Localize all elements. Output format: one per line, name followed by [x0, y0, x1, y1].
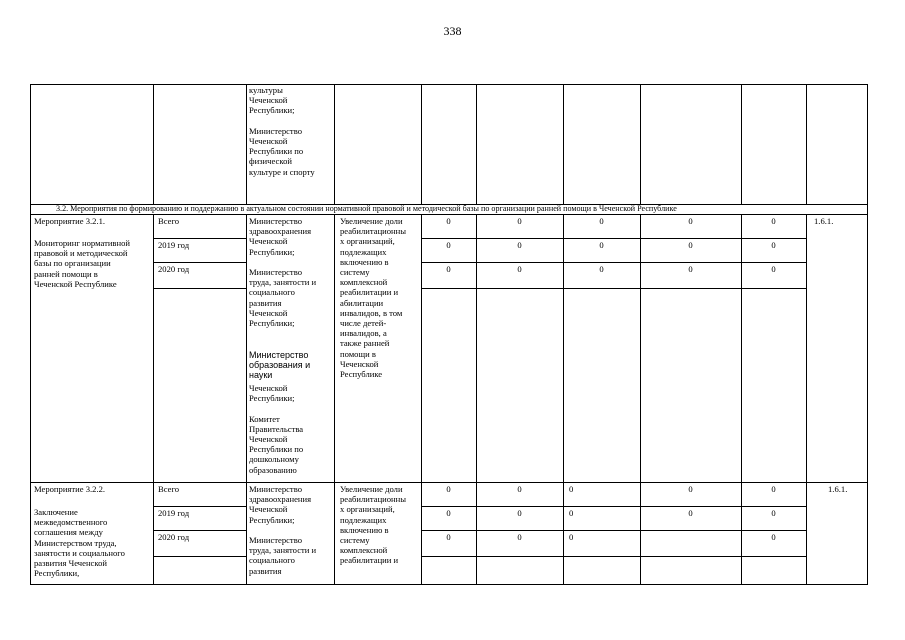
- value-cell: 0: [688, 264, 693, 274]
- value-cell: 0: [446, 264, 451, 274]
- event-description: Мониторинг нормативной правовой и методической базы по организации ранней помощи в Чеченской Республике: [34, 238, 130, 289]
- col-line: [246, 84, 247, 204]
- executors-cell: Министерство здравоохранения Чеченской Республики; Министерство труда, занятости и социального развития Чеченской Республики;: [249, 216, 317, 329]
- value-cell: 0: [517, 264, 522, 274]
- result-cell: Увеличение доли реабилитационны х организаций, подлежащих включению в систему комплексной реабилитации и абилитации инвалидов, в том числе детей- инвалидов, а также ранней помощи в Чеченской Республике: [340, 216, 407, 380]
- value-cell: 0: [599, 240, 604, 250]
- executor-cell: культуры Чеченской Республики; Министерство Чеченской Республики по физической культуре и спорту: [249, 85, 315, 177]
- value-cell: 0: [446, 216, 451, 226]
- row-label: 2020 год: [158, 532, 190, 542]
- col-line: [476, 84, 477, 204]
- section-title: 3.2. Мероприятия по формированию и поддержанию в актуальном состоянии нормативной правовой и методической базы по организации ранней помощи в Чеченской Республике: [56, 204, 677, 213]
- row-line: [421, 506, 806, 507]
- value-cell: 0: [599, 216, 604, 226]
- row-line: [153, 556, 246, 557]
- value-cell: 0: [446, 484, 451, 494]
- value-cell: 0: [599, 264, 604, 274]
- indicator-cell: 1.6.1.: [814, 216, 834, 226]
- value-cell: 0: [517, 240, 522, 250]
- col-line: [153, 84, 154, 204]
- page-number: 338: [443, 24, 462, 38]
- col-line: [421, 84, 422, 204]
- row-line: [153, 262, 246, 263]
- value-cell: 0: [771, 264, 776, 274]
- col-line: [334, 214, 335, 584]
- row-label: Всего: [158, 216, 180, 226]
- row-line: [153, 530, 246, 531]
- col-line: [153, 214, 154, 584]
- table-left-border: [30, 84, 31, 585]
- value-cell: 0: [517, 532, 522, 542]
- row-line: [421, 238, 806, 239]
- col-line: [806, 214, 807, 584]
- table-top-border: [30, 84, 868, 85]
- event-name: Мероприятие 3.2.2.: [34, 484, 106, 494]
- table-right-border: [867, 84, 868, 585]
- row-line: [421, 530, 806, 531]
- value-cell: 0: [688, 216, 693, 226]
- value-cell: 0: [771, 532, 776, 542]
- row-label: Всего: [158, 484, 180, 494]
- row-line: [30, 482, 868, 483]
- col-line: [334, 84, 335, 204]
- row-label: 2019 год: [158, 508, 190, 518]
- row-label: 2019 год: [158, 240, 190, 250]
- event-name: Мероприятие 3.2.1.: [34, 216, 106, 226]
- value-cell: 0: [771, 216, 776, 226]
- value-cell: 0: [517, 484, 522, 494]
- indicator-cell: 1.6.1.: [828, 484, 848, 494]
- value-cell: 0: [446, 532, 451, 542]
- result-cell: Увеличение доли реабилитационны х организаций, подлежащих включению в систему комплексной реабилитации и: [340, 484, 407, 566]
- col-line: [640, 84, 641, 204]
- event-description: Заключение межведомственного соглашения между Министерством труда, занятости и социального развития Чеченской Республики,: [34, 507, 125, 579]
- table-bottom-border: [30, 584, 868, 585]
- row-label: 2020 год: [158, 264, 190, 274]
- value-cell: 0: [446, 508, 451, 518]
- col-line: [563, 84, 564, 204]
- col-line: [246, 214, 247, 584]
- value-cell: 0: [569, 484, 574, 494]
- row-line: [153, 288, 246, 289]
- value-cell: 0: [569, 532, 574, 542]
- executors-cell: Министерство здравоохранения Чеченской Республики; Министерство труда, занятости и социального развития: [249, 484, 317, 576]
- value-cell: 0: [688, 484, 693, 494]
- row-line: [421, 288, 806, 289]
- value-cell: 0: [517, 508, 522, 518]
- value-cell: 0: [771, 508, 776, 518]
- value-cell: 0: [688, 508, 693, 518]
- col-line: [741, 84, 742, 204]
- row-line: [421, 262, 806, 263]
- row-line: [153, 238, 246, 239]
- executors-cell: Чеченской Республики; Комитет Правительства Чеченской Республики по дошкольному образованию: [249, 383, 304, 475]
- row-line: [153, 506, 246, 507]
- value-cell: 0: [771, 240, 776, 250]
- row-line: [421, 556, 806, 557]
- col-line: [806, 84, 807, 204]
- executors-cell: Министерство образования и науки: [249, 350, 311, 381]
- value-cell: 0: [771, 484, 776, 494]
- value-cell: 0: [517, 216, 522, 226]
- value-cell: 0: [569, 508, 574, 518]
- value-cell: 0: [688, 240, 693, 250]
- value-cell: 0: [446, 240, 451, 250]
